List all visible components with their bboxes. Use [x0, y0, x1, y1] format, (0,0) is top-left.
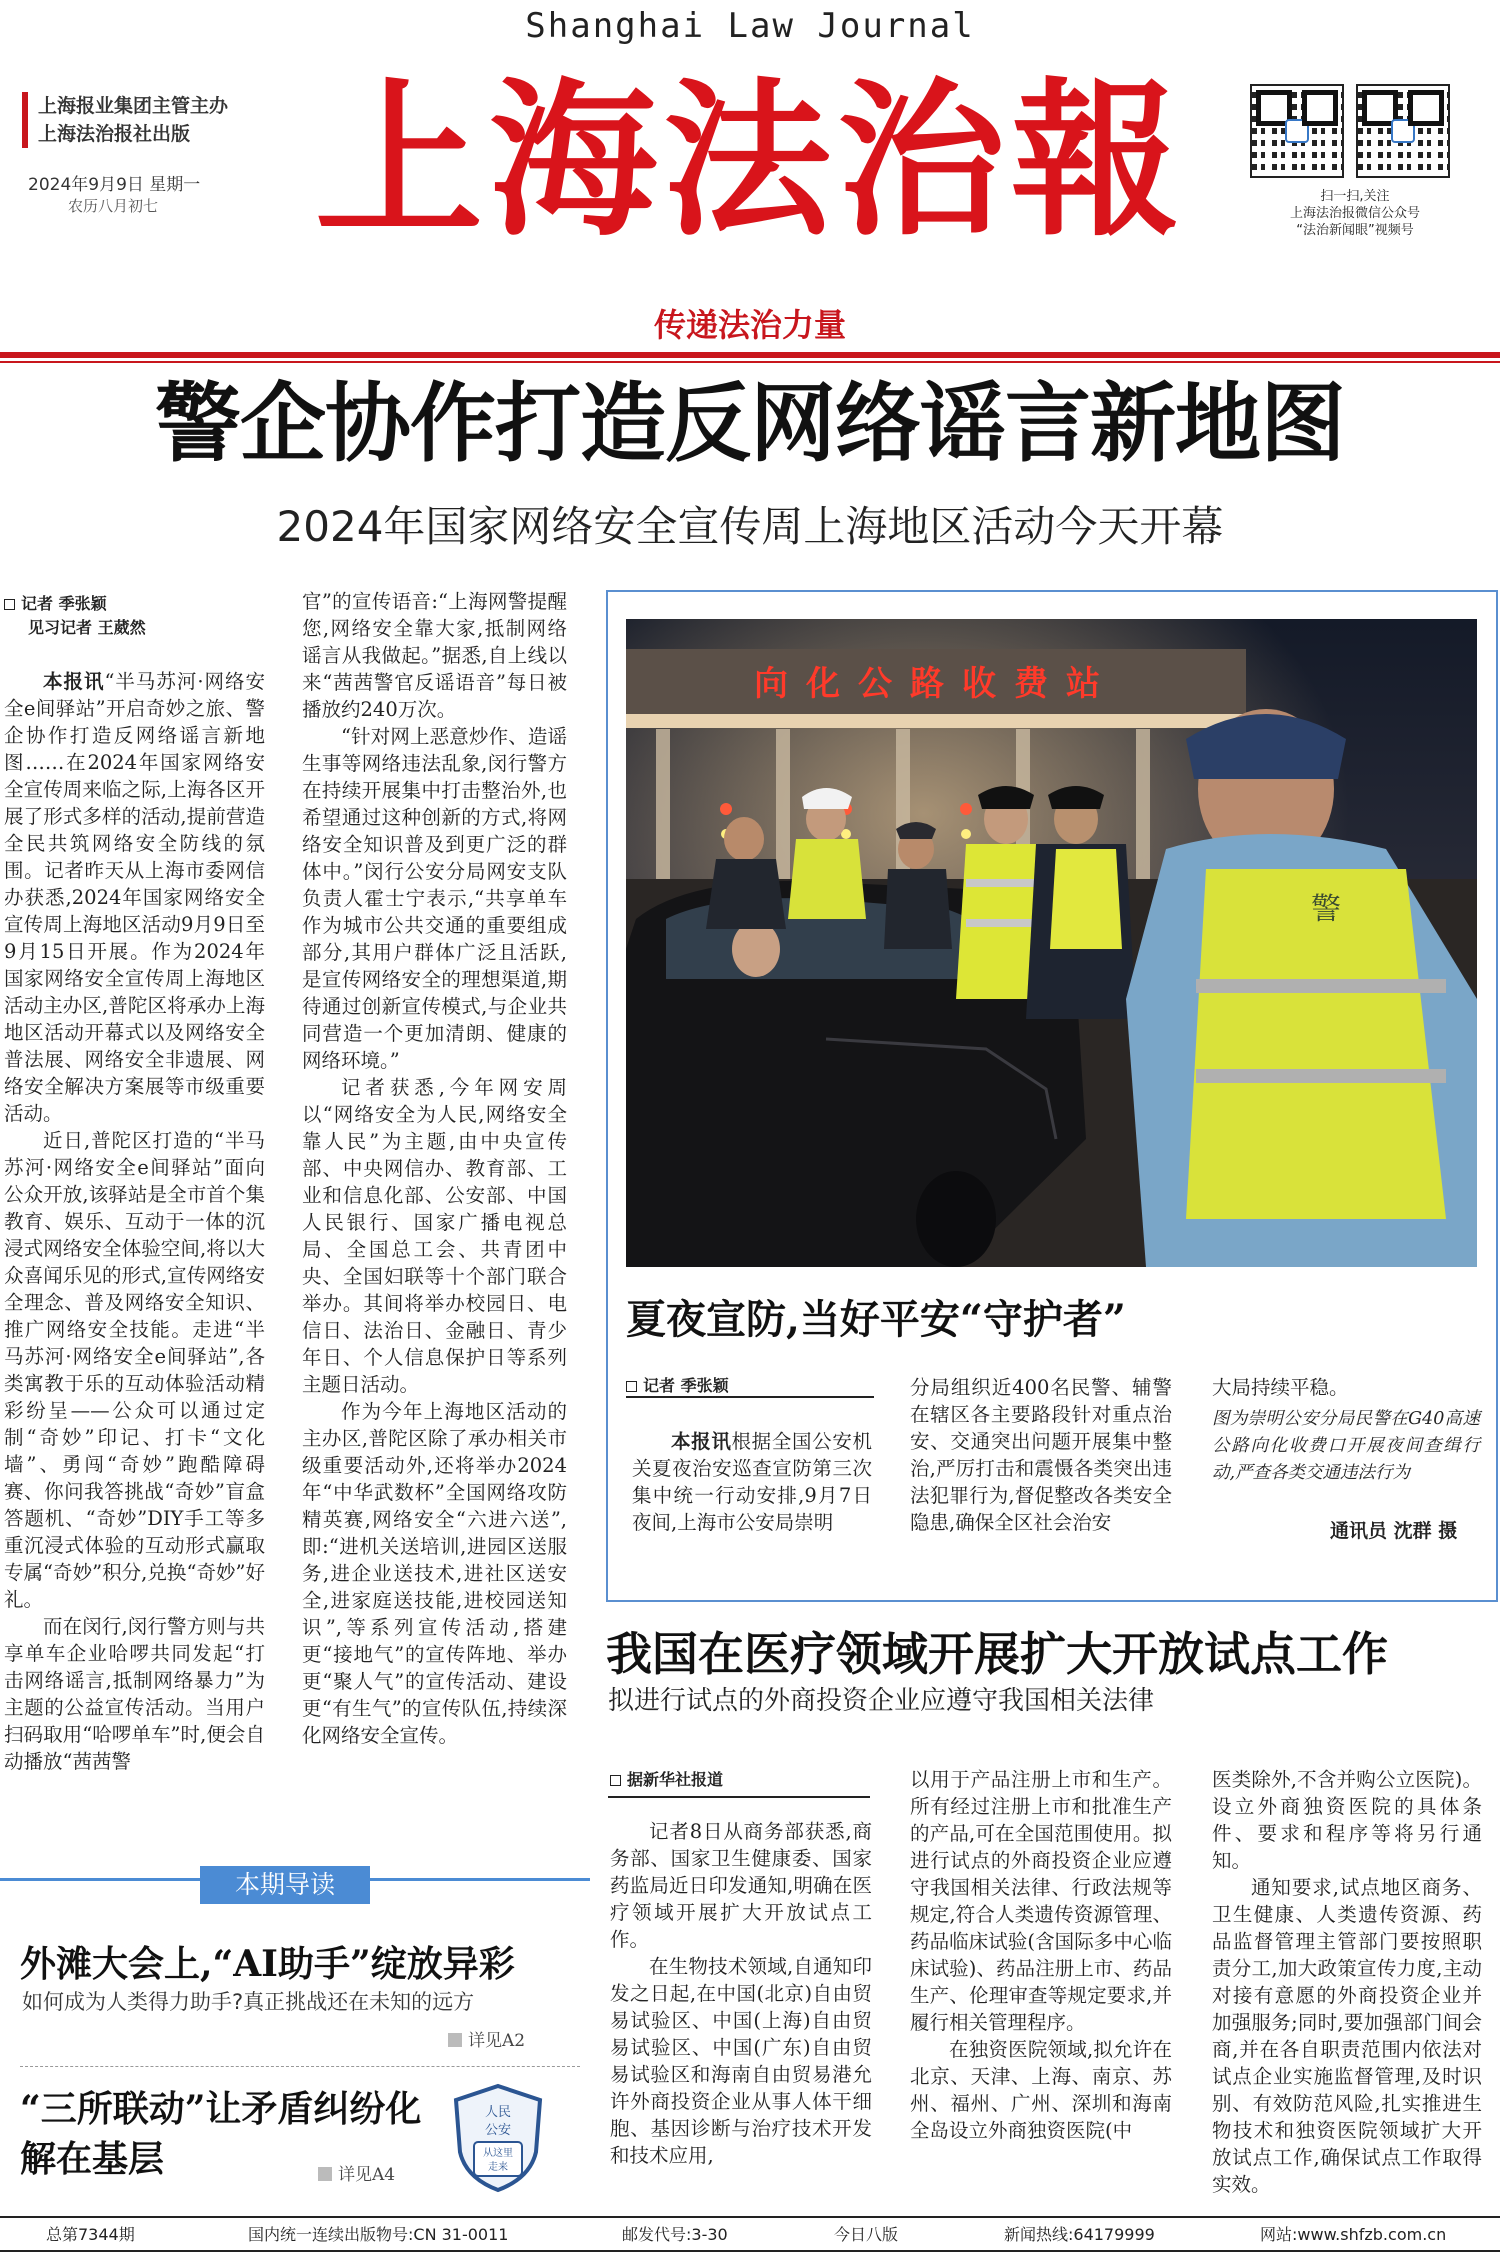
photo-illustration: [626, 619, 1477, 1267]
paragraph: 记者8日从商务部获悉,商务部、国家卫生健康委、国家药监局近日印发通知,明确在医疗领域开展扩大开放试点工作。: [610, 1820, 872, 1951]
masthead-divider: [0, 352, 1500, 358]
publisher-line: 上海报业集团主管主办: [38, 95, 229, 117]
square-icon: [4, 599, 15, 610]
photo-story-column-2: [910, 1374, 1172, 1564]
guide-item-title[interactable]: “三所联动”让矛盾纠纷化解在基层: [20, 2088, 422, 2180]
badge-text: 人民: [484, 2105, 512, 2120]
paragraph-text: 近日,普陀区打造的“半马苏河·网络安全e间驿站”面向公众开放,该驿站是全市首个集教育、娱乐、互动于一体的沉浸式网络安全体验空间,将以大众喜闻乐见的形式,宣传网络安全理念、普及网络安全知识、推广网络安全技能。走进“半马苏河·网络安全e间驿站”,各类寓教于乐的互动体验活动精彩纷呈——公众可以通过定制“奇妙”印记、打卡“文化墙”、勇闯“奇妙”跑酷障碍赛、你问我答挑战“奇妙”盲盒答题机、“奇妙”DIY手工等多重沉浸式体验的互动形式赢取专属“奇妙”积分,兑换“奇妙”好礼。: [4, 1129, 265, 1611]
paragraph: [4, 1613, 265, 1775]
newspaper-title: 上海法治報: [315, 61, 1185, 259]
paragraph: 分局组织近400名民警、辅警在辖区各主要路段针对重点治安、交通突出问题开展集中整治,严厉打击和震慑各类突出违法犯罪行为,督促整改各类安全隐患,确保全区社会治安: [910, 1376, 1172, 1534]
paragraph-text: “半马苏河·网络安全e间驿站”开启奇妙之旅、警企协作打造反网络谣言新地图……在2024年国家网络安全宣传周来临之际,上海各区开展了形式多样的活动,提前营造全民共筑网络安全防线的氛围。记者昨天从上海市委网信办获悉,2024年国家网络安全宣传周上海地区活动9月9日至9月15日开展。作为2024年国家网络安全宣传周上海地区活动主办区,普陀区将承办上海地区活动开幕式以及网络安全普法展、网络安全非遗展、网络安全解决方案展等市级重要活动。: [4, 670, 265, 1125]
qr-caption-line: 扫一扫,关注: [1320, 189, 1390, 204]
guide-separator: [20, 2066, 580, 2067]
footer-rule: [0, 2250, 1500, 2252]
photo-story-column-1: [632, 1428, 872, 1558]
paragraph: 记者获悉,今年网安周以“网络安全为人民,网络安全靠人民”为主题,由中央宣传部、中央网信办、教育部、工业和信息化部、公安部、中国人民银行、国家广播电视总局、全国总工会、共青团中央、全国妇联等十个部门联合举办。其间将举办校园日、电信日、法治日、金融日、青少年日、个人信息保护日等系列主题日活动。: [302, 1076, 567, 1396]
photo-story-title: 夏夜宣防,当好平安“守护者”: [626, 1296, 1126, 1343]
guide-tag: 本期导读: [200, 1866, 370, 1904]
police-badge-icon: [450, 2082, 546, 2194]
qr-code-wechat-icon[interactable]: [1250, 84, 1344, 178]
lead-column-2: [302, 588, 567, 1828]
lead-headline: 警企协作打造反网络谣言新地图: [155, 373, 1345, 474]
issue-date: 2024年9月9日 星期一: [28, 175, 201, 195]
qr-code-video-icon[interactable]: [1356, 84, 1450, 178]
photo-police-checkpoint[interactable]: [626, 619, 1477, 1267]
lead-subheadline: 2024年国家网络安全宣传周上海地区活动今天开幕: [276, 502, 1224, 551]
medical-column-1: [610, 1818, 872, 2198]
byline-source: 据新华社报道: [627, 1770, 724, 1789]
photo-caption: 图为崇明公安分局民警在G40高速公路向化收费口开展夜间查缉行动,严查各类交通违法行为: [1212, 1409, 1480, 1483]
badge-text: 公安: [484, 2123, 512, 2138]
paragraph: “针对网上恶意炒作、造谣生事等网络违法乱象,闵行警方在持续开展集中打击整治外,也希望通过这种创新的方式,将网络安全知识普及到更广泛的群体中。”闵行公安分局网安支队负责人霍士宁表示,“共享单车作为城市公共交通的重要组成部分,其用户群体广泛且活跃,是宣传网络安全的理想渠道,期待通过创新宣传模式,与企业共同营造一个更加清朗、健康的网络环境。”: [302, 725, 567, 1072]
lunar-date: 农历八月初七: [68, 197, 159, 215]
square-icon: [610, 1775, 621, 1786]
badge-text: 从这里: [483, 2148, 513, 2159]
square-icon: [626, 1381, 637, 1392]
footer-rule: [0, 2216, 1500, 2218]
paragraph: 在生物技术领域,自通知印发之日起,在中国(北京)自由贸易试验区、中国(上海)自由贸易试验区、中国(广东)自由贸易试验区和海南自由贸易港允许外商投资企业从事人体干细胞、基因诊断与治疗技术开发和技术应用,: [610, 1955, 872, 2167]
medical-headline: 我国在医疗领域开展扩大开放试点工作: [606, 1627, 1388, 1681]
page-ref-icon: [448, 2033, 462, 2047]
paragraph: 在独资医院领域,拟允许在北京、天津、上海、南京、苏州、福州、广州、深圳和海南全岛设立外商独资医院(中: [910, 2038, 1172, 2142]
guide-item-link[interactable]: [318, 2160, 395, 2185]
paragraph: [4, 668, 265, 1127]
page-ref-icon: [318, 2167, 332, 2181]
publisher-info: [22, 92, 228, 148]
medical-column-2: [910, 1766, 1172, 2198]
footer-website[interactable]: 网站:www.shfzb.com.cn: [1260, 2225, 1447, 2244]
footer-issue: 总第7344期: [46, 2225, 135, 2244]
paragraph-text: 而在闵行,闵行警方则与共享单车企业哈啰共同发起“打击网络谣言,抵制网络暴力”为主题的公益宣传活动。当用户扫码取用“哈啰单车”时,便会自动播放“茜茜警: [4, 1615, 265, 1773]
guide-item-title[interactable]: 外滩大会上,“AI助手”绽放异彩: [20, 1943, 515, 1985]
photo-credit: 通讯员 沈群 摄: [1330, 1520, 1458, 1542]
medical-rule: [608, 1796, 870, 1798]
paragraph: 大局持续平稳。: [1212, 1376, 1349, 1399]
paragraph: 通知要求,试点地区商务、卫生健康、人类遗传资源、药品监督管理主管部门要按照职责分工,加大政策宣传力度,主动对接有意愿的外商投资企业并加强服务;同时,要加强部门间会商,并在各自职责范围内依法对试点企业实施监督管理,及时识别、有效防范风险,扎实推进生物技术和独资医院领域扩大开放试点工作,确保试点工作取得实效。: [1212, 1876, 1482, 2196]
paragraph: 官”的宣传语音:“上海网警提醒您,网络安全靠大家,抵制网络谣言从我做起。”据悉,自上线以来“茜茜警官反谣语音”每日被播放约240万次。: [302, 590, 567, 721]
paragraph: [4, 1127, 265, 1613]
medical-subheadline: 拟进行试点的外商投资企业应遵守我国相关法律: [608, 1686, 1155, 1716]
footer-pages: 今日八版: [834, 2225, 899, 2244]
byline-reporter: 记者 季张颖: [21, 594, 107, 613]
guide-item-subtitle: 如何成为人类得力助手?真正挑战还在未知的远方: [22, 1990, 475, 2014]
slogan: 传递法治力量: [653, 306, 846, 344]
paragraph-text: 根据全国公安机关夏夜治安巡查宣防第三次集中统一行动安排,9月7日夜间,上海市公安局崇明: [632, 1430, 872, 1534]
medical-byline: [610, 1768, 723, 1792]
medical-column-3: [1212, 1766, 1482, 2198]
toll-sign-text: 向化公路收费站: [754, 664, 1118, 704]
footer-hotline: 新闻热线:64179999: [1004, 2225, 1155, 2244]
paragraph: 作为今年上海地区活动的主办区,普陀区除了承办相关市级重要活动外,还将举办2024年“中华武数杯”全国网络攻防精英赛,网络安全“六进六送”,即:“进机关送培训,进园区送服务,进企业送技术,进社区送安全,进家庭送技能,进校园送知识”,等系列宣传活动,搭建更“接地气”的宣传阵地、举办更“聚人气”的宣传活动、建设更“有生气”的宣传队伍,持续深化网络安全宣传。: [302, 1400, 567, 1747]
qr-caption: [1240, 188, 1470, 239]
page-ref: 详见A4: [338, 2165, 396, 2185]
dateline: 本报讯: [671, 1430, 732, 1453]
guide-item-link[interactable]: [448, 2026, 525, 2051]
masthead-divider-thin: [0, 361, 1500, 363]
dateline: 本报讯: [43, 670, 105, 693]
lead-byline: [4, 592, 146, 640]
vest-text: 警: [1311, 892, 1341, 927]
photo-story-byline: [626, 1374, 729, 1398]
qr-caption-line: 上海法治报微信公众号: [1289, 206, 1420, 221]
page-ref: 详见A2: [468, 2031, 526, 2051]
paragraph: [632, 1428, 872, 1536]
footer-postal: 邮发代号:3-30: [622, 2225, 728, 2244]
byline-intern: 见习记者 王葳然: [28, 618, 146, 637]
english-title: Shanghai Law Journal: [525, 6, 975, 46]
footer-cn: 国内统一连续出版物号:CN 31-0011: [248, 2225, 509, 2244]
lead-column-1: [4, 668, 265, 1828]
paragraph: 医类除外,不含并购公立医院)。设立外商独资医院的具体条件、要求和程序等将另行通知。: [1212, 1768, 1482, 1872]
byline-reporter: 记者 季张颖: [643, 1376, 729, 1395]
paragraph: 以用于产品注册上市和生产。所有经过注册上市和批准生产的产品,可在全国范围使用。拟进行试点的外商投资企业应遵守我国相关法律、行政法规等规定,符合人类遗传资源管理、药品临床试验(含国际多中心临床试验)、药品注册上市、药品生产、伦理审查等规定要求,并履行相关管理程序。: [910, 1768, 1172, 2034]
photo-story-column-3: [1212, 1374, 1480, 1404]
badge-text: 走来: [488, 2162, 508, 2173]
publisher-line: 上海法治报社出版: [38, 123, 191, 145]
qr-caption-line: “法治新闻眼”视频号: [1296, 223, 1414, 238]
